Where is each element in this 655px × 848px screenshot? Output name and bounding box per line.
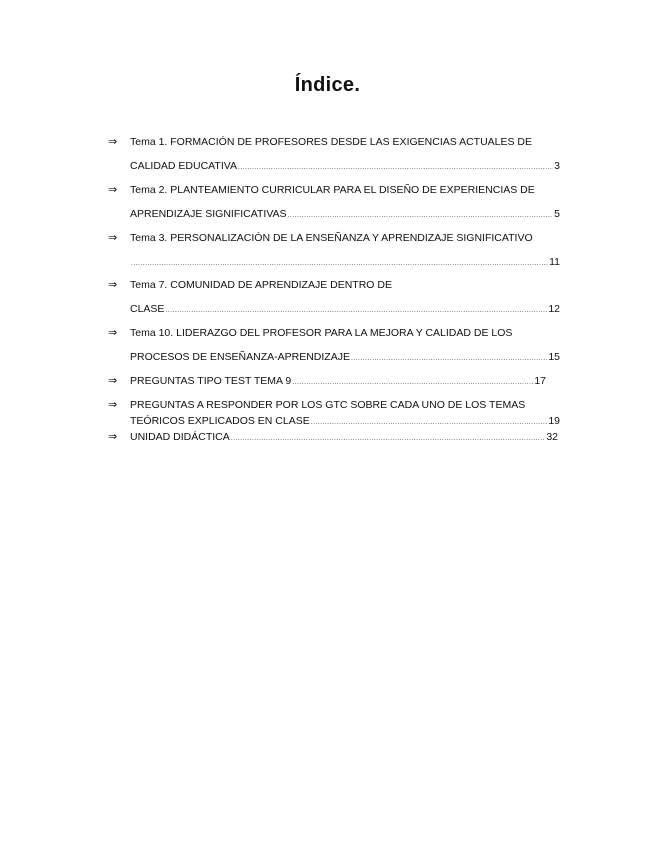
dot-leader [165,299,547,323]
toc-entry-line1: PREGUNTAS A RESPONDER POR LOS GTC SOBRE CADA UNO DE LOS TEMAS [130,399,526,411]
toc-entry-tema-1[interactable] [108,130,560,180]
dot-leader [292,371,533,395]
toc-page-number: 32 [546,431,558,443]
double-right-arrow-icon: ⇒ [108,135,118,148]
toc-entry-line1 [130,429,558,447]
toc-page-number: 12 [548,303,560,315]
toc-entry-text: TEÓRICOS EXPLICADOS EN CLASE [130,415,310,427]
toc-entry-line1: Tema 3. PERSONALIZACIÓN DE LA ENSEÑANZA Y APRENDIZAJE SIGNIFICATIVO [130,232,533,244]
toc-entry-text: UNIDAD DIDÁCTICA [130,431,230,443]
dot-leader [351,347,547,371]
toc-entry-preguntas-test[interactable] [108,369,560,395]
toc-page-number: 5 [554,208,560,220]
toc-entry-line1: Tema 7. COMUNIDAD DE APRENDIZAJE DENTRO DE [130,279,392,291]
toc-entry-line1: Tema 10. LIDERAZGO DEL PROFESOR PARA LA MEJORA Y CALIDAD DE LOS [130,327,513,339]
toc-entry-line1: Tema 2. PLANTEAMIENTO CURRICULAR PARA EL DISEÑO DE EXPERIENCIAS DE [130,184,535,196]
toc-entry-line2 [130,297,560,323]
dot-leader [238,156,553,180]
toc-entry-line1 [130,369,546,395]
double-right-arrow-icon: ⇒ [108,374,118,387]
toc-page-number: 19 [548,415,560,427]
toc-entry-line2 [130,202,560,228]
dot-leader [231,431,546,447]
toc-entry-text: APRENDIZAJE SIGNIFICATIVAS [130,208,287,220]
toc-entry-tema-2[interactable] [108,178,560,228]
toc-entry-unidad-didactica[interactable] [108,429,560,447]
double-right-arrow-icon: ⇒ [108,430,118,443]
double-right-arrow-icon: ⇒ [108,231,118,244]
toc-page-number: 11 [549,256,560,268]
dot-leader [288,204,554,228]
double-right-arrow-icon: ⇒ [108,278,118,291]
double-right-arrow-icon: ⇒ [108,183,118,196]
toc-entry-preguntas-gtc[interactable] [108,397,560,431]
toc-page-number: 15 [548,351,560,363]
toc-entry-tema-10[interactable] [108,321,560,371]
double-right-arrow-icon: ⇒ [108,398,118,411]
toc-entry-line2 [130,345,560,371]
toc-page-number: 3 [554,160,560,172]
toc-entry-text: CALIDAD EDUCATIVA [130,160,237,172]
toc-entry-text: CLASE [130,303,165,315]
toc-entry-text: PREGUNTAS TIPO TEST TEMA 9 [130,375,292,387]
toc-entry-text: PROCESOS DE ENSEÑANZA-APRENDIZAJE [130,351,350,363]
toc-entry-tema-7[interactable] [108,273,560,323]
double-right-arrow-icon: ⇒ [108,326,118,339]
toc-entry-tema-3[interactable] [108,226,560,276]
toc-entry-line1: Tema 1. FORMACIÓN DE PROFESORES DESDE LAS EXIGENCIAS ACTUALES DE [130,136,533,148]
toc-page-number: 17 [534,375,546,387]
toc-entry-line2 [130,154,560,180]
index-title: Índice. [294,74,361,96]
